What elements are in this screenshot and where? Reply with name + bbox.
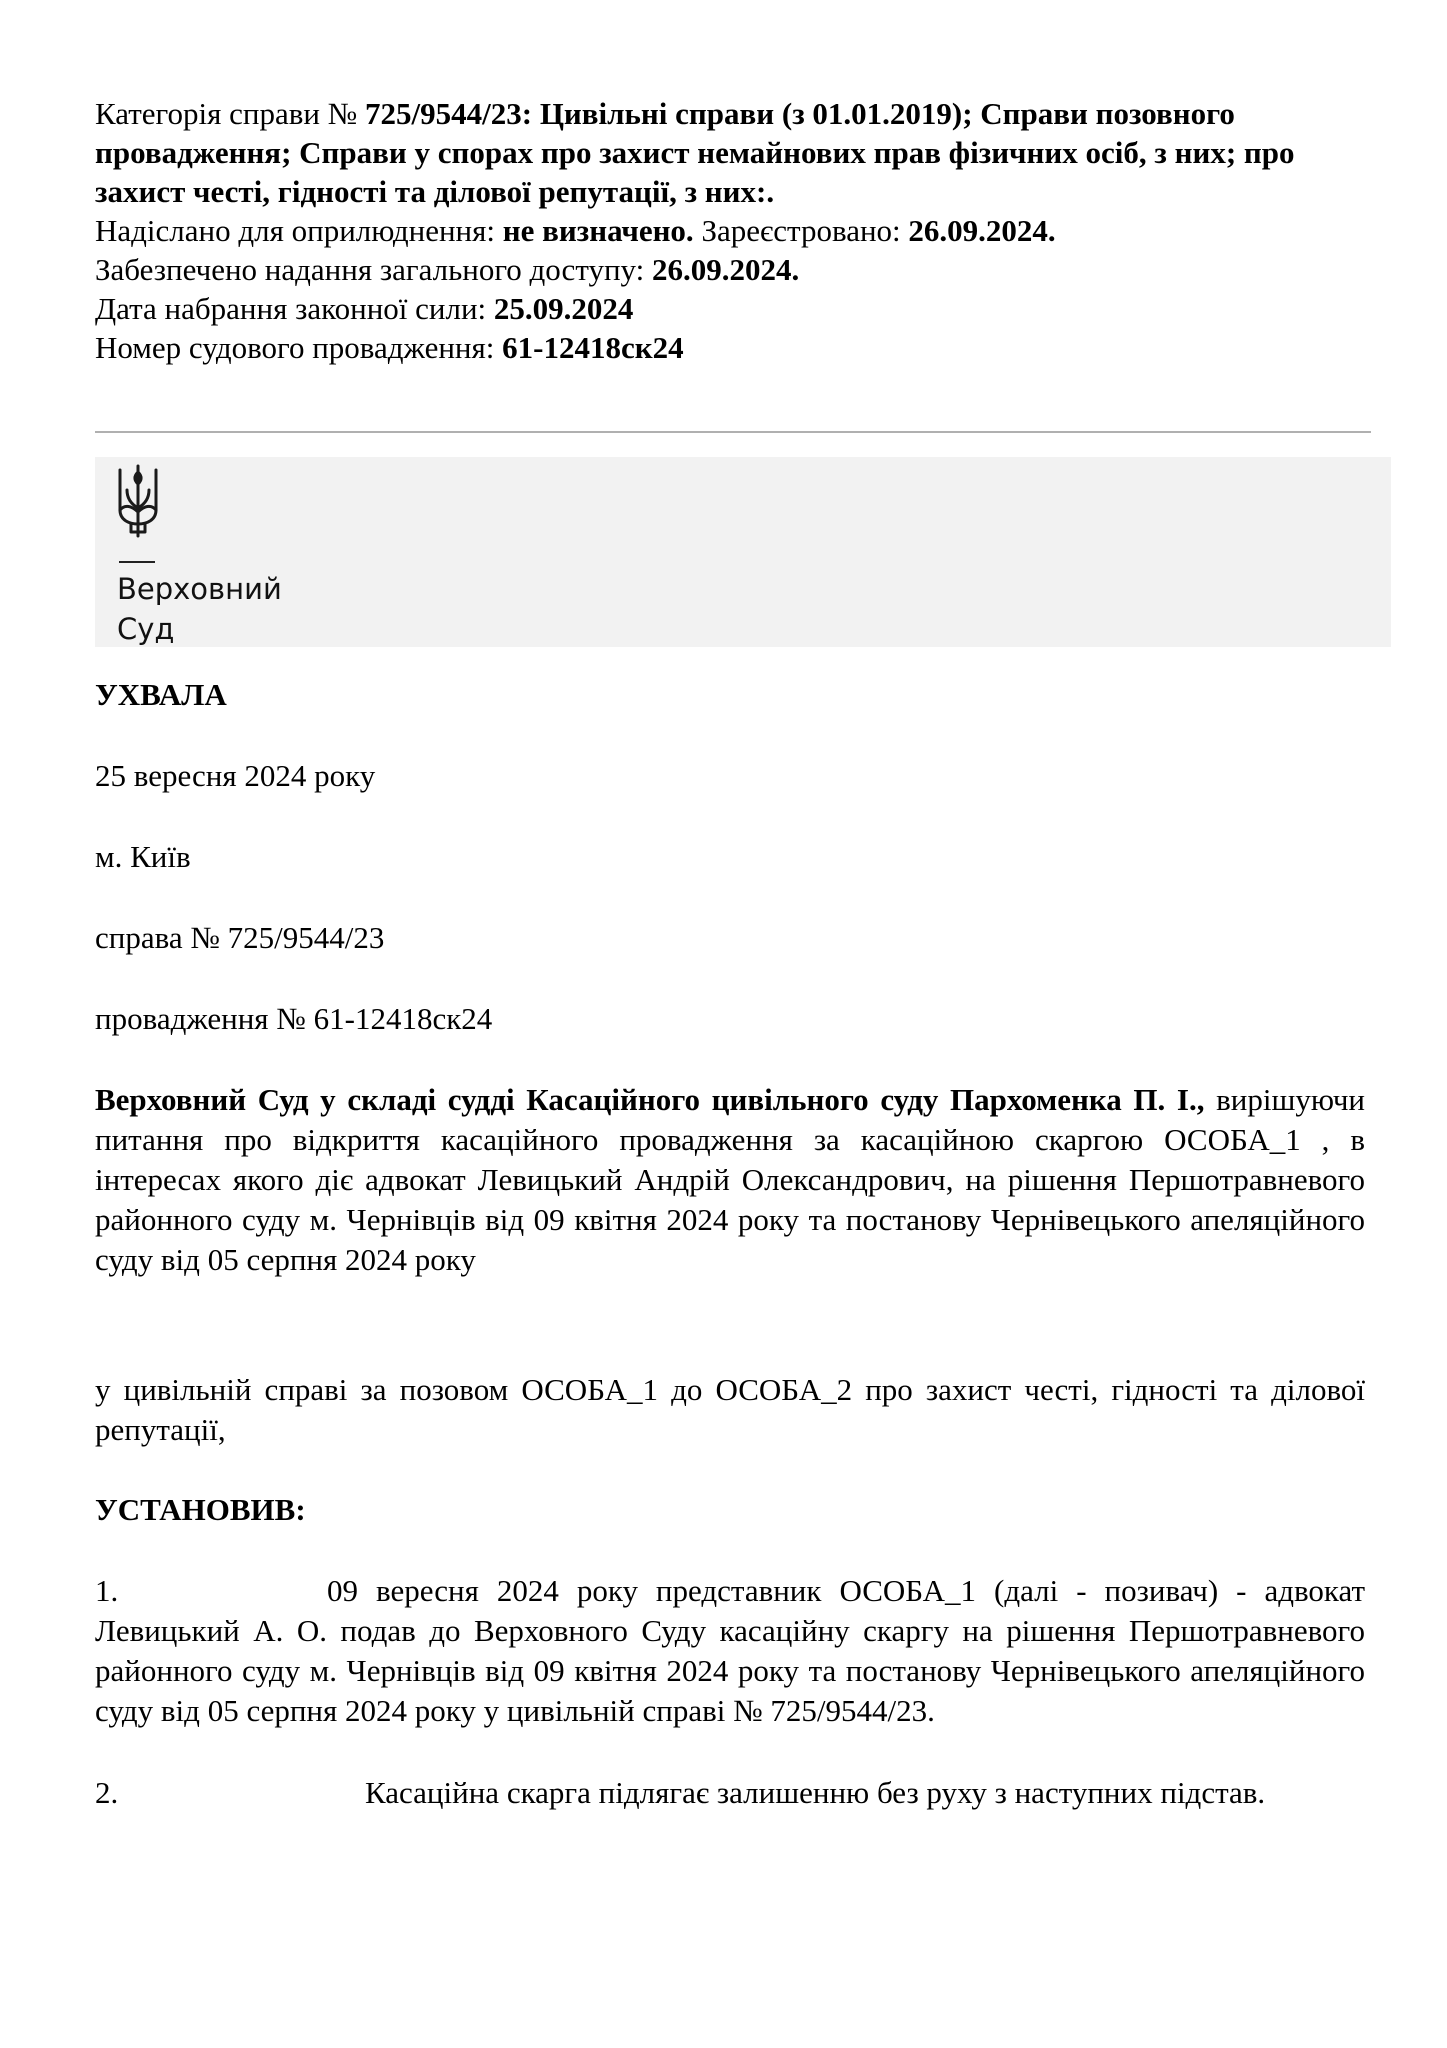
proceeding-value: 61-12418ск24 <box>502 330 684 365</box>
document-title: УХВАЛА <box>95 677 227 712</box>
sent-value: не визначено. <box>502 213 694 248</box>
case-number: справа № 725/9544/23 <box>95 920 385 955</box>
case-category-label: Категорія справи № <box>95 96 366 131</box>
case-category <box>95 94 1365 211</box>
effective-value: 25.09.2024 <box>493 291 634 326</box>
proceeding-label: Номер судового провадження: <box>95 330 503 365</box>
header-divider <box>95 431 1371 433</box>
sent-label: Надіслано для оприлюднення: <box>95 213 503 248</box>
court-name <box>117 569 282 649</box>
paragraph-2-number: 2. <box>95 1775 119 1810</box>
court-header <box>95 457 1391 647</box>
paragraph-1-text: 09 вересня 2024 року представник ОСОБА_1 (далі - позивач) - адвокат Левицький А. О. подав до Верховного Суду касаційну скаргу на рішення Першотравневого районного суду м. Чернівців від 09 квітня 2024 року та постанову Чернівецького апеляційного суду від 05 серпня 2024 року у цивільній справі № 725/9544/23. <box>95 1573 1365 1728</box>
document-date: 25 вересня 2024 року <box>95 758 376 793</box>
case-metadata <box>95 94 1365 367</box>
paragraph-2 <box>95 1773 1365 1813</box>
intro-text: вирішуючи питання про відкриття касаційного провадження за касаційною скаргою ОСОБА_1 , в інтересах якого діє адвокат Левицький Андрій Олександрович, на рішення Першотравневого районного суду м. Чернівців від 09 квітня 2024 року та постанову Чернівецького апеляційного суду від 05 серпня 2024 року <box>95 1082 1365 1277</box>
court-name-line1: Верховний <box>117 572 282 606</box>
registered-label: Зареєстровано: <box>693 213 909 248</box>
registered-value: 26.09.2024. <box>908 213 1056 248</box>
case-category-value: 725/9544/23: Цивільні справи (з 01.01.2019); Справи позовного провадження; Справи у спорах про захист немайнових прав фізичних осіб, з них; про захист честі, гідності та ділової репутації, з них:. <box>95 96 1295 209</box>
effective-date <box>95 289 1365 328</box>
paragraph-1-number: 1. <box>95 1573 119 1608</box>
access-label: Забезпечено надання загального доступу: <box>95 252 653 287</box>
proceeding-number <box>95 328 1365 367</box>
intro-court-composition: Верховний Суд у складі судді Касаційного цивільного суду Пархоменка П. І., <box>95 1082 1205 1117</box>
document-city: м. Київ <box>95 839 191 874</box>
public-access <box>95 250 1365 289</box>
paragraph-2-text: Касаційна скарга підлягає залишенню без руху з наступних підстав. <box>365 1775 1266 1810</box>
proceeding-line: провадження № 61-12418ск24 <box>95 1001 493 1036</box>
publication-status <box>95 211 1365 250</box>
paragraph-1 <box>95 1571 1365 1731</box>
civil-case-paragraph: у цивільній справі за позовом ОСОБА_1 до ОСОБА_2 про захист честі, гідності та ділової репутації, <box>95 1372 1365 1447</box>
court-name-line2: Суд <box>117 612 175 646</box>
intro-paragraph <box>95 1080 1365 1280</box>
established-heading: УСТАНОВИВ: <box>95 1492 306 1527</box>
trident-icon <box>115 464 161 538</box>
access-value: 26.09.2024. <box>652 252 800 287</box>
effective-label: Дата набрання законної сили: <box>95 291 494 326</box>
emblem-underline <box>119 561 155 563</box>
